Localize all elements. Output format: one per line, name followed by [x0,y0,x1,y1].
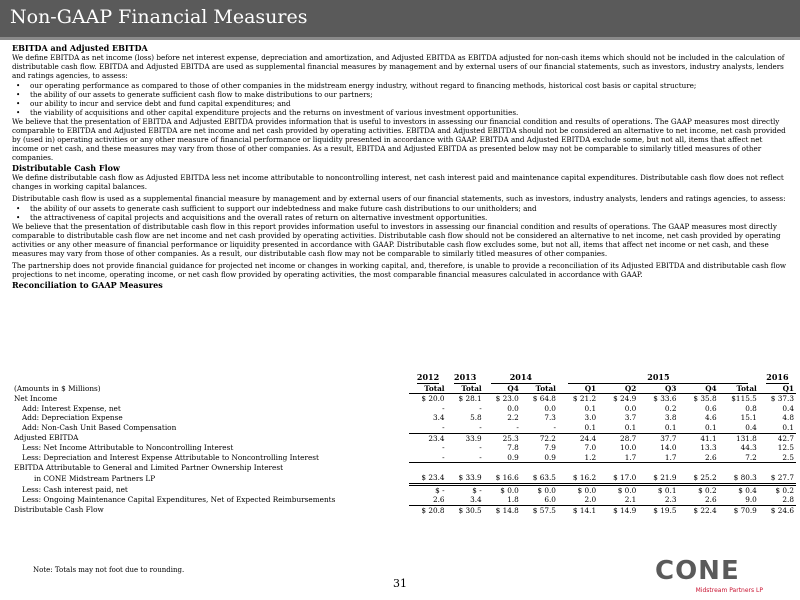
units-label: (Amounts in $ Millions) [14,383,101,393]
row-label: EBITDA Attributable to General and Limited Partner Ownership Interest [14,463,284,473]
table-cell: 2.6 [678,453,718,463]
table-cell: 24.4 [579,433,597,443]
column-header: Q4 [484,384,521,394]
table-cell: $ 27.7 [759,473,796,484]
table-cell: $ 37.3 [770,394,794,404]
table-cell: 7.3 [544,413,556,423]
table-cell: 2.3 [638,495,678,505]
row-label: Adjusted EBITDA [14,433,79,443]
table-cell: $ 22.4 [693,505,717,515]
table-cell: - [479,403,482,413]
table-row [12,473,796,484]
table-cell: $ 14.9 [613,505,637,515]
table-cell: 7.2 [719,453,759,463]
list-item: • the viability of acquisitions and other capital expenditure projects and the returns on investment of various investment opportunities. [30,108,788,117]
table-cell: - [442,443,445,453]
table-cell [759,463,796,473]
table-cell: $ 70.9 [733,505,757,515]
table-cell: $ 24.9 [613,394,637,404]
table-cell: - [409,423,446,433]
table-cell: 72.2 [539,433,556,443]
table-cell: - [447,423,484,433]
table-cell: 4.8 [782,413,794,423]
table-cell [484,463,521,473]
table-cell: $ 16.2 [558,473,598,484]
table-cell: - [409,453,446,463]
table-cell: 0.1 [678,423,718,433]
table-cell: 7.0 [584,443,597,453]
row-label: Less: Ongoing Maintenance Capital Expenditures, Net of Expected Reimbursements [22,495,336,505]
slide-body [12,43,788,290]
page-title: Non-GAAP Financial Measures [10,6,308,28]
table-cell: 0.0 [624,403,637,413]
year-header-row [12,373,796,384]
table-cell: $ 28.1 [458,394,482,404]
table-cell: 0.2 [664,403,677,413]
table-cell: $ - [435,485,445,495]
company-logo [655,556,765,596]
table-cell [598,463,638,473]
table-cell: $ 33.6 [653,394,677,404]
column-header: Total [409,384,446,394]
column-header: Q4 [678,384,718,394]
table-cell: $ 57.5 [532,505,556,515]
table-cell: $ 0.1 [657,485,677,495]
table-cell: 5.8 [470,413,482,423]
column-header: Q1 [759,384,796,394]
list-item: • the attractiveness of capital projects and acquisitions and the overall rates of return on alternative investment opportunities. [30,213,788,222]
table-cell [521,463,558,473]
table-cell [638,463,678,473]
table-cell: 3.4 [432,413,445,423]
list-item: • the ability of our assets to generate cash sufficient to support our indebtedness and make future cash distributions to our unitholders; and [30,204,788,213]
table-cell: 37.7 [660,433,677,443]
table-cell: 25.3 [502,433,519,443]
table-cell: $ 23.0 [495,394,519,404]
table-cell: 2.6 [678,495,718,505]
table-cell: - [521,423,558,433]
table-row [12,505,796,515]
row-label: Distributable Cash Flow [14,505,104,515]
table-cell: $ 0.0 [617,485,637,495]
row-label: Less: Cash interest paid, net [22,484,128,494]
year-label: 2016 [766,372,789,382]
table-cell: $ 35.8 [693,394,717,404]
table-cell: 3.0 [584,413,597,423]
table-cell: $ 20.0 [421,394,445,404]
table-cell: $ 0.2 [775,485,794,495]
table-cell: 1.7 [638,453,678,463]
table-row [12,453,796,463]
table-cell: 4.6 [705,413,717,423]
table-cell: 10.0 [620,443,637,453]
table-cell: 14.0 [660,443,677,453]
table-cell: $ 33.9 [447,473,484,484]
list-item: • our operating performance as compared to those of other companies in the midstream energy industry, without regard to financing methods, historical cost basis or capital structure; [30,81,788,90]
column-header: Total [719,384,759,394]
table-cell: 12.5 [777,443,794,453]
guidance-statement: The partnership does not provide financial guidance for projected net income or changes in working capital, and, therefore, is unable to provide a reconciliation of its Adjusted EBITDA and distributable cash flow projections to net income, operating income, or net cash flow provided by operating activities, the most comparable financial measures calculated in accordance with GAAP. [12,261,787,279]
table-cell: - [479,443,482,453]
table-cell: $ 16.6 [484,473,521,484]
table-cell: 2.6 [409,495,446,505]
table-cell: 3.7 [624,413,637,423]
table-cell: 0.1 [584,403,597,413]
row-label: Less: Depreciation and Interest Expense Attributable to Noncontrolling Interest [22,453,319,462]
table-cell: 0.4 [719,423,759,433]
reconciliation-rows [12,394,796,516]
table-cell: $ 63.5 [521,473,558,484]
table-cell: 28.7 [620,433,637,443]
table-cell: 6.0 [521,495,558,505]
table-cell: $ 64.8 [532,394,556,404]
column-header-row [12,384,796,394]
table-cell: - [442,403,445,413]
table-cell: 41.1 [700,433,717,443]
row-label: Add: Non-Cash Unit Based Compensation [22,423,177,433]
table-cell [409,463,446,473]
table-cell: $ 17.0 [598,473,638,484]
table-cell: 1.2 [558,453,598,463]
row-label: Net Income [14,393,58,403]
table-cell [719,463,759,473]
table-cell: 131.8 [735,433,757,443]
table-row [12,463,796,473]
table-cell: 2.5 [759,453,796,463]
ebitda-usefulness: We believe that the presentation of EBITDA and Adjusted EBITDA provides information that is useful to investors in assessing our financial condition and results of operations. The GAAP measures most directly comparable to EBITDA and Adjusted EBITDA are net income and net cash provided by operating activities. EBITDA and Adjusted EBITDA should not be considered an alternative to net income, net cash provided by (used in) operating activities or any other measure of financial performance or liquidity presented in accordance with GAAP. EBITDA and Adjusted EBITDA exclude some, but not all, items that affect net income or net cash, and these measures may vary from those of other companies. As a result, EBITDA and Adjusted EBITDA as presented below may not be comparable to similarly titled measures of other companies. [12,117,786,162]
table-cell: $ 0.0 [500,485,519,495]
table-cell: 15.1 [740,413,757,423]
table-cell [447,463,484,473]
table-cell: 33.9 [465,433,482,443]
list-item: • the ability of our assets to generate sufficient cash flow to make distributions to our partners; [30,90,788,99]
table-cell [678,463,718,473]
table-cell: $ 21.2 [572,394,597,404]
ebitda-definition: We define EBITDA as net income (loss) before net interest expense, depreciation and amortization, and Adjusted EBITDA as EBITDA adjusted for non-cash items which should not be included in the calculation of distributable cash flow. EBITDA and Adjusted EBITDA are used as supplemental financial measures by management and by external users of our financial statements, such as investors, industry analysts, lenders and ratings agencies, to assess: [12,53,785,80]
table-row [12,413,796,423]
table-cell: $ 0.0 [537,485,556,495]
table-cell: $ 23.4 [409,473,446,484]
row-label: Add: Interest Expense, net [22,403,121,413]
table-cell: 0.6 [705,403,717,413]
table-cell: $ 0.0 [577,485,597,495]
table-cell: $ 25.2 [678,473,718,484]
row-label: Add: Depreciation Expense [22,413,123,423]
table-cell: $ 30.5 [458,505,482,515]
year-label: 2015 [568,373,748,384]
table-cell: $ 0.4 [738,485,757,495]
table-cell: $ 14.8 [495,505,519,515]
section-heading-ebitda: EBITDA and Adjusted EBITDA [12,43,148,53]
table-cell: 13.3 [700,443,717,453]
row-label: Less: Net Income Attributable to Noncontrolling Interest [22,443,234,453]
table-cell: $115.5 [731,394,757,404]
year-label: 2014 [491,373,551,384]
row-label: in CONE Midstream Partners LP [34,473,156,483]
dcf-bullets [12,204,788,222]
table-cell: 2.8 [759,495,796,505]
table-cell: $ 80.3 [719,473,759,484]
table-cell: $ 0.2 [698,485,717,495]
table-cell: 9.0 [719,495,759,505]
list-item: • our ability to incur and service debt and fund capital expenditures; and [30,99,788,108]
reconciliation-table [12,373,796,515]
table-cell: 0.1 [638,423,678,433]
logo-subtitle: Midstream Partners LP [695,587,763,594]
table-cell: 0.0 [507,403,519,413]
page-number: 31 [393,577,407,590]
table-cell: 3.8 [664,413,677,423]
ebitda-bullets [12,81,788,117]
column-header: Total [521,384,558,394]
table-cell: 2.1 [598,495,638,505]
table-row [12,495,796,505]
column-header: Q2 [598,384,638,394]
logo-wordmark: CONE [655,556,740,586]
year-label: 2012 [416,372,440,382]
table-row [12,404,796,414]
header-rule [0,37,800,40]
table-cell: 3.4 [447,495,484,505]
section-heading-reconciliation: Reconciliation to GAAP Measures [12,280,163,290]
table-row [12,443,796,453]
column-header: Q1 [558,384,598,394]
table-row [12,423,796,433]
column-header: Total [447,384,484,394]
section-heading-dcf: Distributable Cash Flow [12,163,120,173]
table-cell: 0.1 [558,423,598,433]
dcf-usefulness: We believe that the presentation of distributable cash flow in this report provides information useful to investors in assessing our financial condition and results of operations. The GAAP measures most directly comparable to distributable cash flow are net income and net cash provided by operating activities. Distributable cash flow should not be considered an alternative to net income, net cash provided by operating activities or any other measure of financial performance or liquidity presented in accordance with GAAP. Distributable cash flow excludes some, but not all, items that affect net income or net cash, and these measures may vary from those of other companies. As a result, our distributable cash flow may not be comparable to similarly titled measures of other companies. [12,222,781,258]
table-cell: 0.1 [598,423,638,433]
table-cell: 7.8 [507,443,519,453]
footnote: Note: Totals may not foot due to rounding. [33,566,185,574]
table-cell: $ - [472,485,482,495]
table-cell: $ 20.8 [421,505,445,515]
table-row [12,433,796,443]
table-cell: $ 21.9 [638,473,678,484]
table-cell: 1.8 [484,495,521,505]
table-cell: 0.4 [782,403,794,413]
table-cell: 7.9 [544,443,556,453]
table-cell: 0.1 [759,423,796,433]
table-cell: 42.7 [777,433,794,443]
table-cell: 0.9 [484,453,521,463]
table-cell: 1.7 [598,453,638,463]
table-row [12,484,796,495]
year-label: 2013 [454,372,477,382]
table-cell: 2.0 [558,495,598,505]
table-cell: $ 24.6 [770,505,794,515]
table-cell: - [484,423,521,433]
table-cell: $ 14.1 [572,505,597,515]
table-cell: 0.8 [745,403,757,413]
table-cell: 44.3 [740,443,757,453]
table-cell: 0.9 [521,453,558,463]
table-cell: 0.0 [544,403,556,413]
slide-header [0,0,800,40]
table-cell: 2.2 [507,413,519,423]
table-cell: - [447,453,484,463]
table-row [12,394,796,404]
column-header: Q3 [638,384,678,394]
dcf-definition: We define distributable cash flow as Adjusted EBITDA less net income attributable to noncontrolling interest, net cash interest paid and maintenance capital expenditures. Distributable cash flow does not reflect changes in working capital balances. [12,173,784,191]
dcf-usage: Distributable cash flow is used as a supplemental financial measure by management and by external users of our financial statements, such as investors, industry analysts, lenders and ratings agencies, to assess: [12,194,786,203]
table-cell: 23.4 [428,433,445,443]
table-cell: $ 19.5 [653,505,677,515]
table-cell [558,463,598,473]
